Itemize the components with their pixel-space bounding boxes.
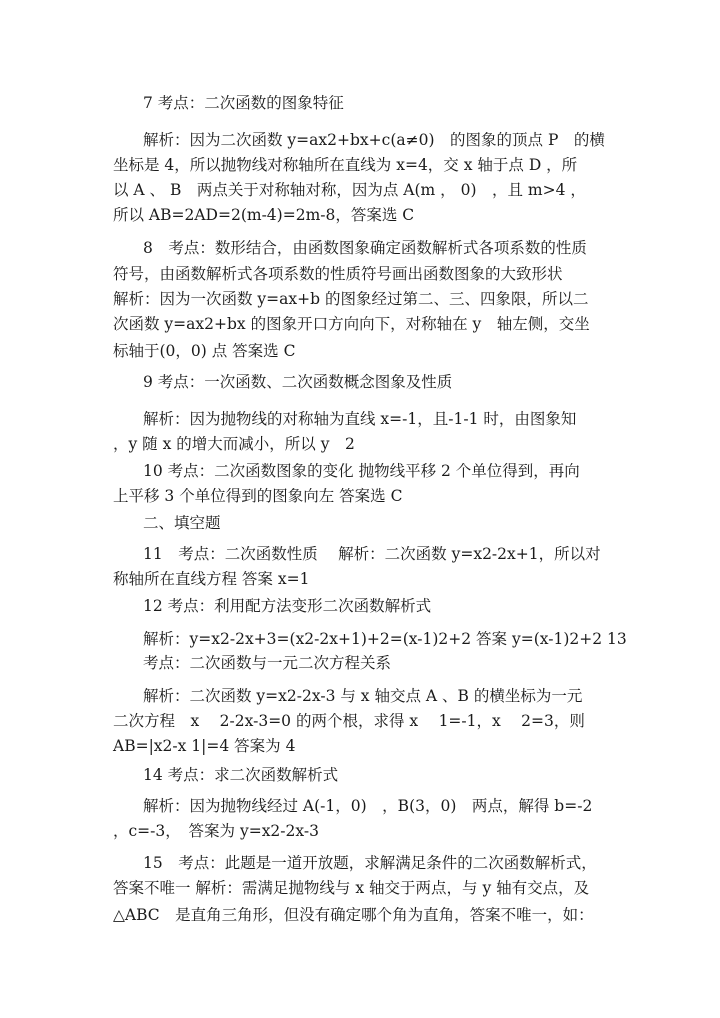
line-7: 符号，由函数解析式各项系数的性质符号画出函数图象的大致形状 <box>113 265 563 283</box>
line-10: 标轴于(0，0) 点 答案选 C <box>113 342 296 360</box>
line-28: 15 考点：此题是一道开放题，求解满足条件的二次函数解析式， <box>143 854 597 872</box>
line-9: 次函数 y=ax2+bx 的图象开口方向向下，对称轴在 y 轴左侧，交坐 <box>113 315 590 333</box>
line-5: 所以 AB=2AD=2(m-4)=2m-8，答案选 C <box>113 206 415 224</box>
line-3: 坐标是 4，所以抛物线对称轴所在直线为 x=4，交 x 轴于点 D ，所 <box>113 156 578 174</box>
line-26: 解析：因为抛物线经过 A(-1，0) ，B(3，0) 两点，解得 b=-2 <box>143 797 593 815</box>
line-13: ，y 随 x 的增大而减小，所以 y 2 <box>113 435 355 453</box>
line-20: 解析：y=x2-2x+3=(x2-2x+1)+2=(x-1)2+2 答案 y=(x-1)2+2 13 <box>143 630 627 648</box>
line-30: △ABC 是直角三角形，但没有确定哪个角为直角，答案不唯一，如： <box>113 906 594 924</box>
line-24: AB=|x2-x 1|=4 答案为 4 <box>113 737 296 755</box>
line-11: 9 考点：一次函数、二次函数概念图象及性质 <box>143 373 453 391</box>
line-1: 7 考点：二次函数的图象特征 <box>143 94 344 112</box>
line-12: 解析：因为抛物线的对称轴为直线 x=-1，且-1-1 时，由图象知 <box>143 410 577 428</box>
line-23: 二次方程 x 2-2x-3=0 的两个根，求得 x 1=-1，x 2=3，则 <box>113 712 585 730</box>
line-18: 称轴所在直线方程 答案 x=1 <box>113 570 310 588</box>
line-22: 解析：二次函数 y=x2-2x-3 与 x 轴交点 A 、B 的横坐标为一元 <box>143 687 583 705</box>
line-2: 解析：因为二次函数 y=ax2+bx+c(a≠0) 的图象的顶点 P 的横 <box>143 131 605 149</box>
line-29: 答案不唯一 解析：需满足抛物线与 x 轴交于两点，与 y 轴有交点，及 <box>113 879 590 897</box>
line-14: 10 考点：二次函数图象的变化 抛物线平移 2 个单位得到，再向 <box>143 462 580 480</box>
line-6: 8 考点：数形结合，由函数图象确定函数解析式各项系数的性质 <box>143 239 587 257</box>
line-19: 12 考点：利用配方法变形二次函数解析式 <box>143 597 432 615</box>
line-17: 11 考点：二次函数性质 解析：二次函数 y=x2-2x+1，所以对 <box>143 545 601 563</box>
line-8: 解析：因为一次函数 y=ax+b 的图象经过第二、三、四象限，所以二 <box>113 290 589 308</box>
line-21: 考点：二次函数与一元二次方程关系 <box>143 654 392 672</box>
line-25: 14 考点：求二次函数解析式 <box>143 766 339 784</box>
line-4: 以 A 、 B 两点关于对称轴对称，因为点 A(m ， 0) ，且 m>4 ， <box>113 181 586 199</box>
line-15: 上平移 3 个单位得到的图象向左 答案选 C <box>113 487 403 505</box>
section-heading-fill-in: 二、填空题 <box>143 514 221 532</box>
line-27: ，c=-3， 答案为 y=x2-2x-3 <box>113 822 319 840</box>
